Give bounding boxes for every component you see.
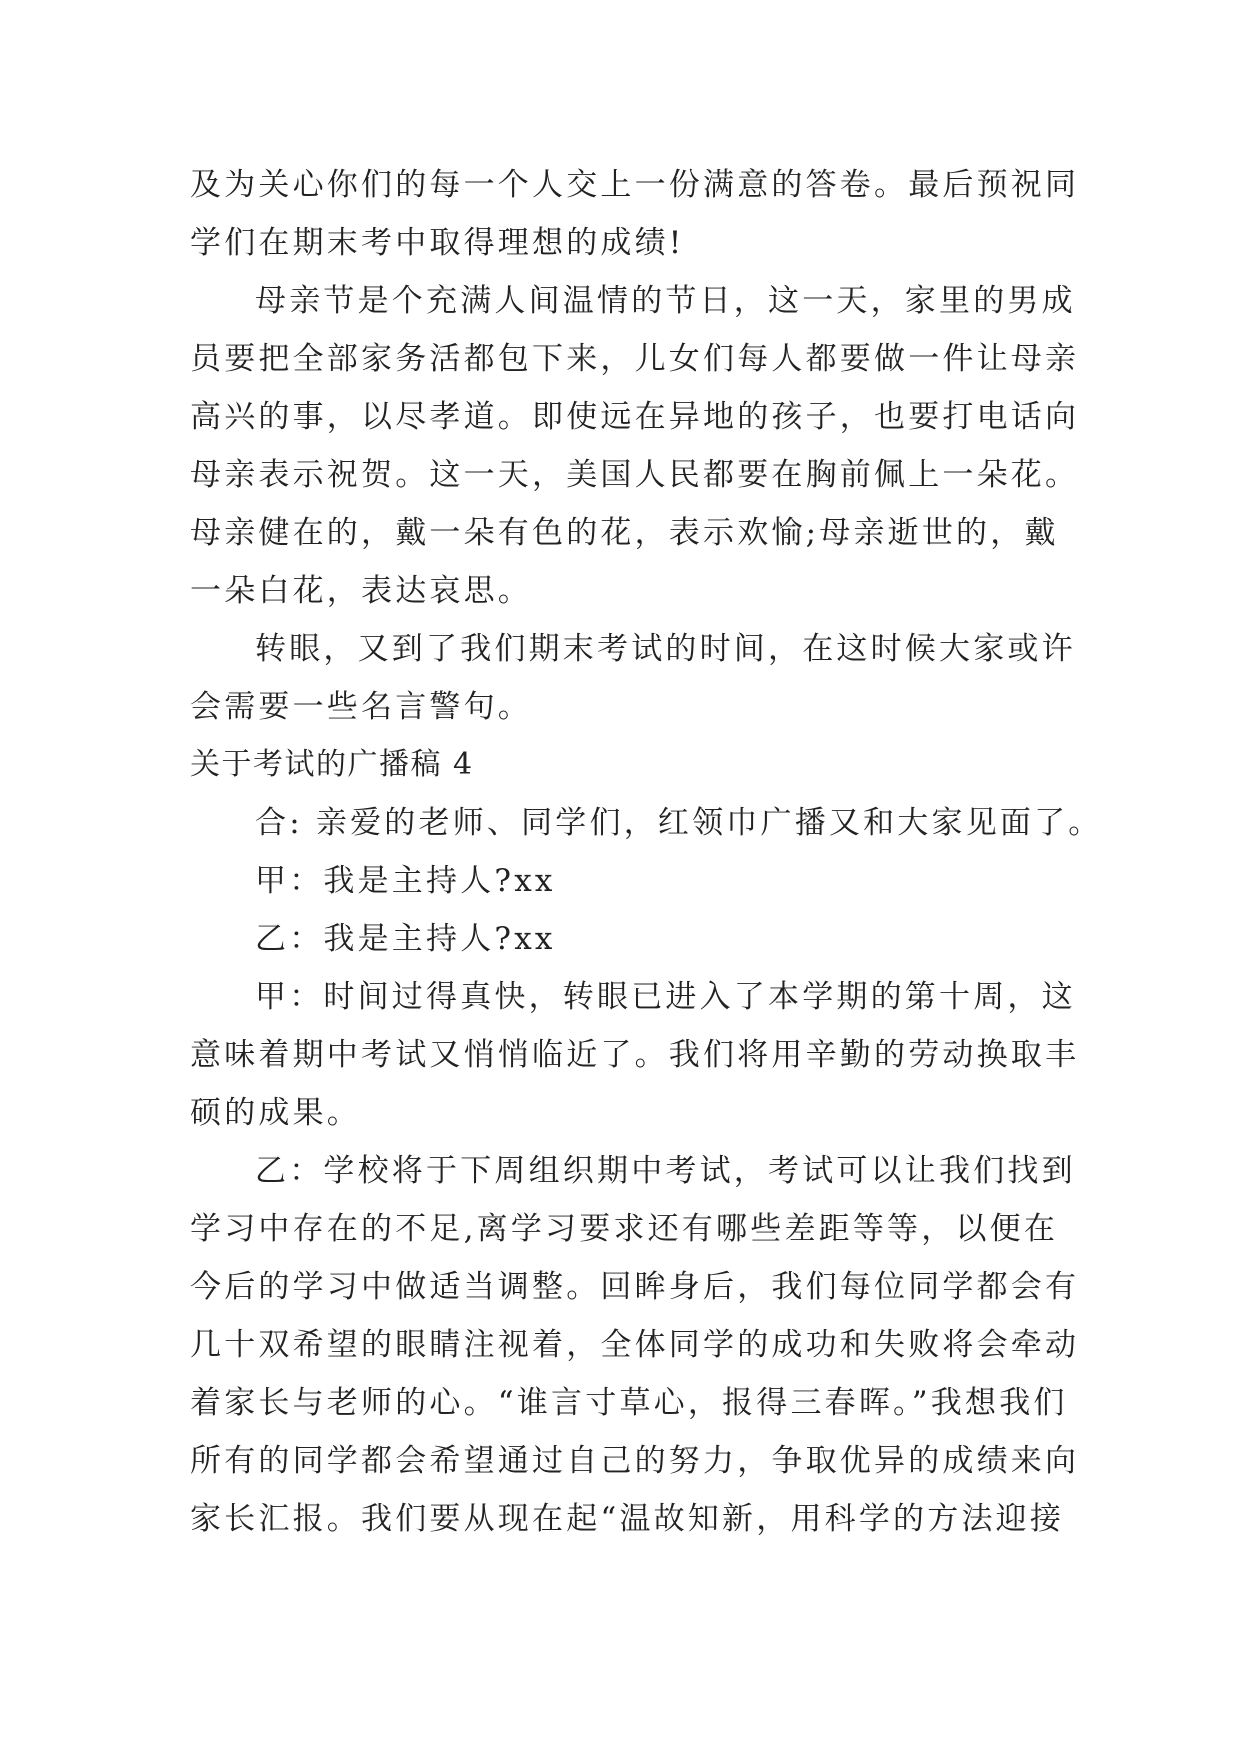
text-line: 转眼，又到了我们期末考试的时间，在这时候大家或许 <box>255 631 1076 667</box>
text-line: 高兴的事，以尽孝道。即使远在异地的孩子，也要打电话向 <box>190 399 1080 435</box>
text-line: 甲：时间过得真快，转眼已进入了本学期的第十周，这 <box>255 979 1076 1015</box>
text-line: 所有的同学都会希望通过自己的努力，争取优异的成绩来向 <box>190 1443 1080 1479</box>
text-line: 乙：学校将于下周组织期中考试，考试可以让我们找到 <box>255 1153 1076 1189</box>
text-line: 母亲健在的，戴一朵有色的花，表示欢愉;母亲逝世的，戴 <box>190 515 1059 551</box>
text-line: 家长汇报。我们要从现在起“温故知新，用科学的方法迎接 <box>190 1501 1065 1537</box>
text-line: 及为关心你们的每一个人交上一份满意的答卷。最后预祝同 <box>190 167 1080 203</box>
text-line: 硕的成果。 <box>190 1095 361 1131</box>
text-line: 今后的学习中做适当调整。回眸身后，我们每位同学都会有 <box>190 1269 1080 1305</box>
text-line: 着家长与老师的心。“谁言寸草心，报得三春晖。”我想我们 <box>190 1385 1068 1421</box>
text-line: 合: 亲爱的老师、同学们，红领巾广播又和大家见面了。 <box>255 805 1103 841</box>
text-line: 几十双希望的眼睛注视着，全体同学的成功和失败将会牵动 <box>190 1327 1080 1363</box>
section-heading: 关于考试的广播稿 4 <box>190 747 474 782</box>
text-line: 学们在期末考中取得理想的成绩! <box>190 225 685 261</box>
text-line: 学习中存在的不足,离学习要求还有哪些差距等等，以便在 <box>190 1211 1059 1247</box>
text-line: 母亲表示祝贺。这一天，美国人民都要在胸前佩上一朵花。 <box>190 457 1080 493</box>
text-line: 一朵白花，表达哀思。 <box>190 573 532 609</box>
text-line: 甲：我是主持人?xx <box>255 863 556 899</box>
text-line: 员要把全部家务活都包下来，儿女们每人都要做一件让母亲 <box>190 341 1080 377</box>
text-line: 会需要一些名言警句。 <box>190 689 532 725</box>
text-line: 意味着期中考试又悄悄临近了。我们将用辛勤的劳动换取丰 <box>190 1037 1080 1073</box>
text-line: 乙：我是主持人?xx <box>255 921 556 957</box>
text-line: 母亲节是个充满人间温情的节日，这一天，家里的男成 <box>255 283 1076 319</box>
